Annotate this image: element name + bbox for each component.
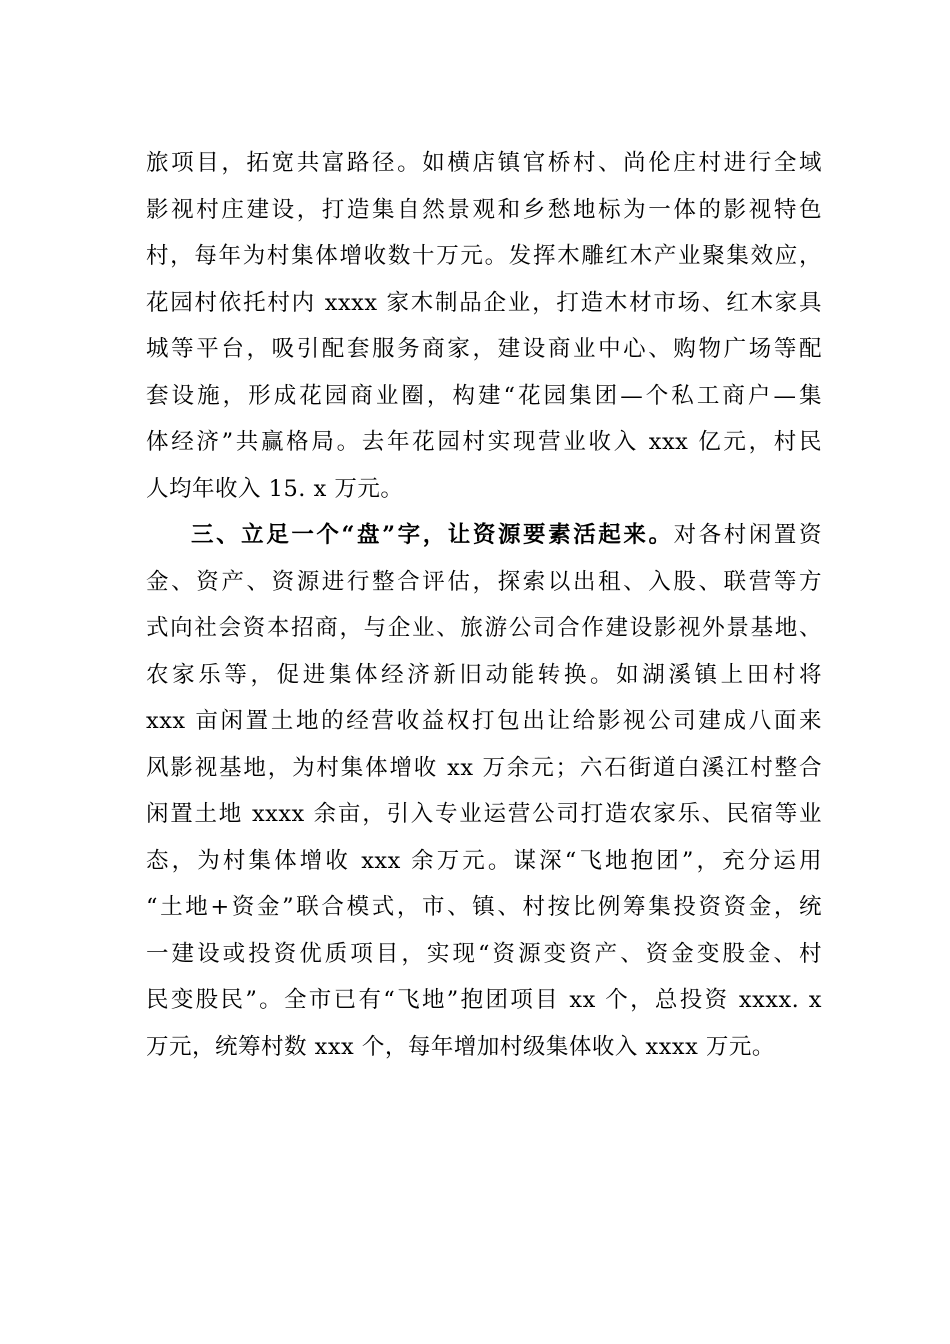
text-line: 风影视基地，为村集体增收 xx 万余元；六石街道白溪江村整合	[146, 754, 822, 781]
text-line: 农家乐等，促进集体经济新旧动能转换。如湖溪镇上田村将	[146, 661, 822, 688]
text-line: 一建设或投资优质项目，实现“资源变资产、资金变股金、村	[146, 940, 822, 967]
paragraph-resource-activation	[146, 512, 822, 1070]
text-line: 城等平台，吸引配套服务商家，建设商业中心、购物广场等配	[146, 336, 822, 362]
text-line: 影视村庄建设，打造集自然景观和乡愁地标为一体的影视特色	[146, 196, 822, 223]
text-line: 闲置土地 xxxx 余亩，引入专业运营公司打造农家乐、民宿等业	[146, 801, 822, 827]
text-line: 旅项目，拓宽共富路径。如横店镇官桥村、尚伦庄村进行全域	[146, 150, 822, 176]
text-line: 村，每年为村集体增收数十万元。发挥木雕红木产业聚集效应，	[146, 243, 822, 269]
text-line: 花园村依托村内 xxxx 家木制品企业，打造木材市场、红木家具	[146, 289, 822, 316]
text-line: 体经济”共赢格局。去年花园村实现营业收入 xxx 亿元，村民	[146, 429, 822, 455]
text-line: xxx 亩闲置土地的经营收益权打包出让给影视公司建成八面来	[146, 708, 822, 734]
section-heading: 三、立足一个“盘”字，让资源要素活起来。	[191, 522, 674, 548]
text-line: 万元，统筹村数 xxx 个，每年增加村级集体收入 xxxx 万元。	[146, 1033, 775, 1060]
text-line: 金、资产、资源进行整合评估，探索以出租、入股、联营等方	[146, 568, 822, 595]
heading-line-rest: 对各村闲置资	[673, 522, 822, 548]
paragraph-income-projects	[146, 140, 822, 512]
document-body	[146, 140, 822, 1070]
text-line: “土地+资金”联合模式，市、镇、村按比例筹集投资资金，统	[146, 894, 822, 920]
text-line: 套设施，形成花园商业圈，构建“花园集团—个私工商户—集	[146, 382, 822, 409]
text-line: 式向社会资本招商，与企业、旅游公司合作建设影视外景基地、	[146, 615, 822, 641]
section-heading-line	[146, 512, 822, 559]
text-line: 人均年收入 15. x 万元。	[146, 475, 404, 502]
text-line: 态，为村集体增收 xxx 余万元。谋深“飞地抱团”，充分运用	[146, 847, 822, 874]
text-line: 民变股民”。全市已有“飞地”抱团项目 xx 个，总投资 xxxx. x	[146, 987, 822, 1013]
